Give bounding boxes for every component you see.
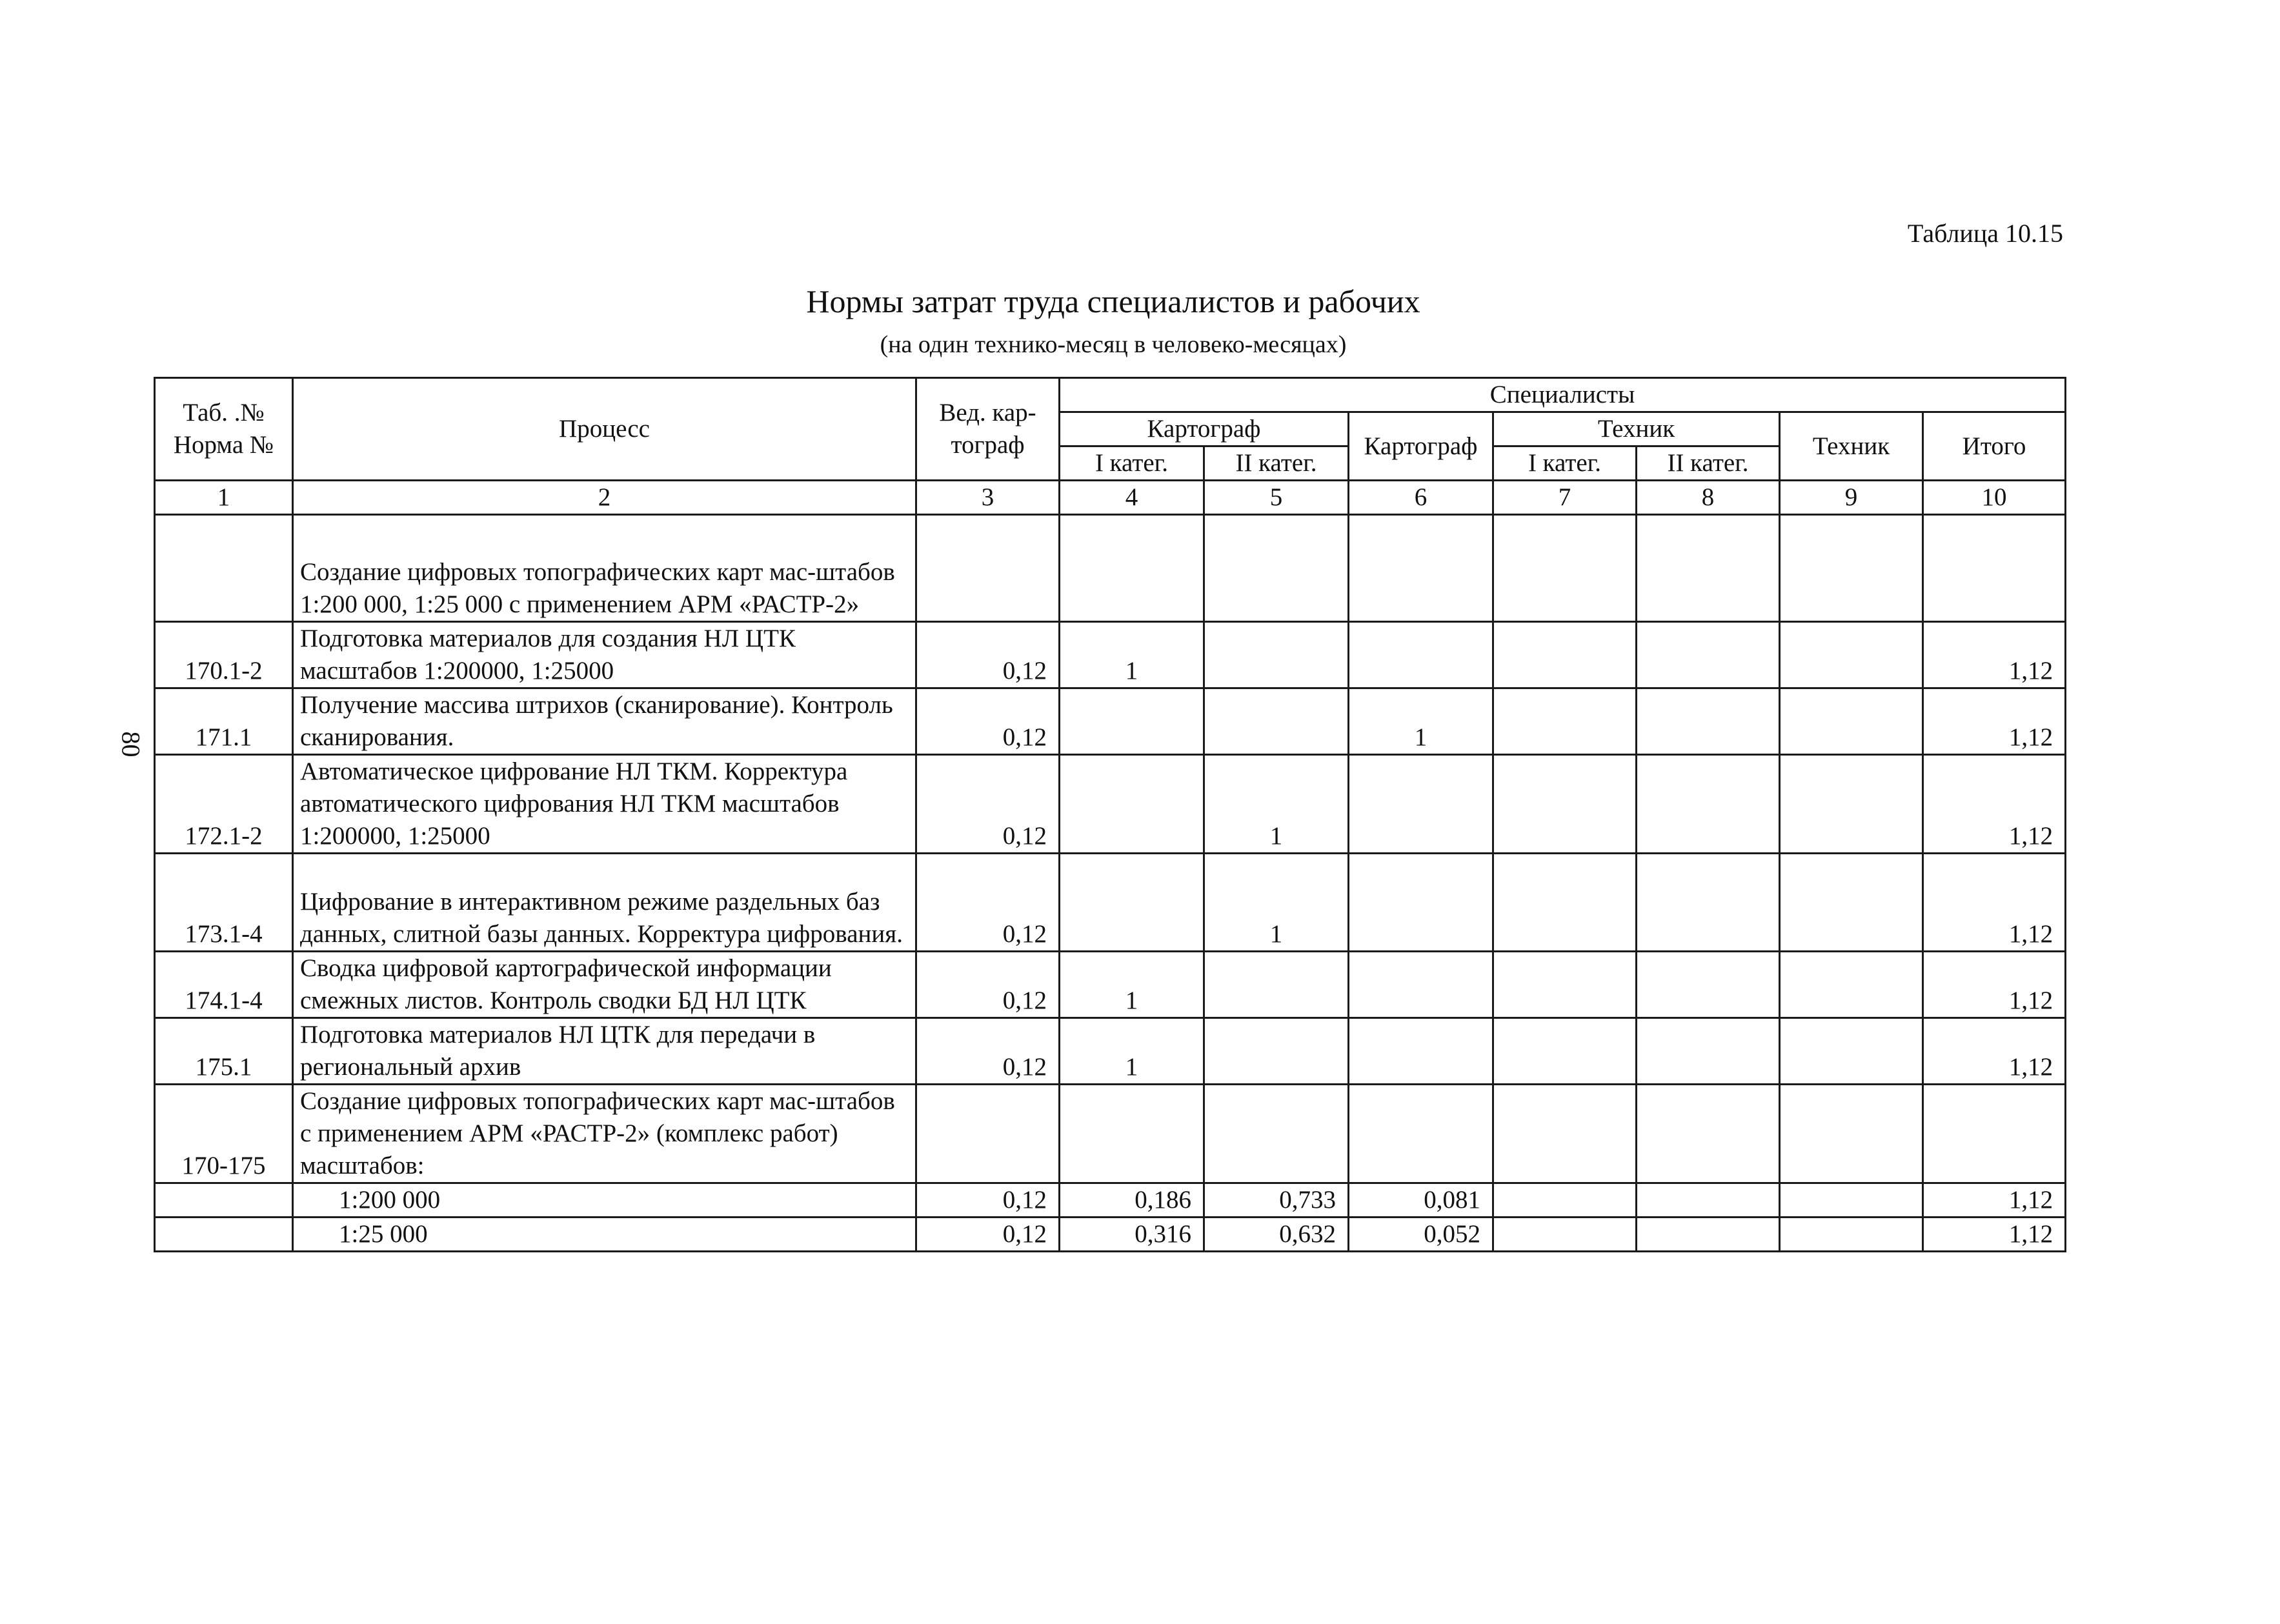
norm-cell: [155, 1183, 293, 1218]
header-specialists: Специалисты: [1060, 378, 2066, 412]
header-lead-cartographer: Вед. кар-тограф: [916, 378, 1060, 481]
header-cartographer-cat1: I катег.: [1060, 446, 1204, 481]
lead-cell: 0,12: [916, 688, 1060, 755]
tech-cat1-cell: [1493, 854, 1637, 952]
process-cell: 1:25 000: [293, 1218, 916, 1252]
tech-cat1-cell: [1493, 515, 1637, 622]
column-number: 6: [1349, 481, 1493, 515]
cart-cat1-cell: [1060, 755, 1204, 854]
cartographer-cell: 0,081: [1349, 1183, 1493, 1218]
table-row: [155, 622, 2066, 688]
column-number-row: [155, 481, 2066, 515]
table-row: [155, 854, 2066, 952]
process-cell: Сводка цифровой картографической информации смежных листов. Контроль сводки БД НЛ ЦТК: [293, 952, 916, 1018]
table-row: [155, 1183, 2066, 1218]
process-cell: Подготовка материалов НЛ ЦТК для передачи в региональный архив: [293, 1018, 916, 1085]
technician-cell: [1780, 854, 1923, 952]
header-technician-cat2: II катег.: [1637, 446, 1780, 481]
process-cell: Создание цифровых топографических карт мас-штабов 1:200 000, 1:25 000 с применением АРМ «РАСТР-2»: [293, 515, 916, 622]
header-cartographer-cat2: II катег.: [1204, 446, 1349, 481]
total-cell: 1,12: [1923, 755, 2066, 854]
tech-cat2-cell: [1637, 1018, 1780, 1085]
tech-cat1-cell: [1493, 1218, 1637, 1252]
process-cell: Цифрование в интерактивном режиме раздельных баз данных, слитной базы данных. Корректура цифрования.: [293, 854, 916, 952]
technician-cell: [1780, 1183, 1923, 1218]
lead-cell: 0,12: [916, 952, 1060, 1018]
tech-cat2-cell: [1637, 1218, 1780, 1252]
tech-cat2-cell: [1637, 952, 1780, 1018]
cart-cat2-cell: [1204, 688, 1349, 755]
total-cell: [1923, 1085, 2066, 1183]
cart-cat2-cell: [1204, 622, 1349, 688]
norms-table: [154, 377, 2066, 1252]
document-title: Нормы затрат труда специалистов и рабочих: [806, 283, 1420, 319]
table-row: [155, 1085, 2066, 1183]
tech-cat2-cell: [1637, 755, 1780, 854]
lead-cell: [916, 1085, 1060, 1183]
cart-cat2-cell: [1204, 1018, 1349, 1085]
header-cartographer: Картограф: [1349, 412, 1493, 481]
process-cell: 1:200 000: [293, 1183, 916, 1218]
column-number: 7: [1493, 481, 1637, 515]
technician-cell: [1780, 688, 1923, 755]
tech-cat1-cell: [1493, 1085, 1637, 1183]
technician-cell: [1780, 952, 1923, 1018]
cart-cat1-cell: 0,186: [1060, 1183, 1204, 1218]
process-cell: Создание цифровых топографических карт мас-штабов с применением АРМ «РАСТР-2» (комплекс работ) масштабов:: [293, 1085, 916, 1183]
cartographer-cell: [1349, 1085, 1493, 1183]
lead-cell: 0,12: [916, 755, 1060, 854]
cart-cat1-cell: [1060, 1085, 1204, 1183]
table-row: [155, 952, 2066, 1018]
norm-cell: 170-175: [155, 1085, 293, 1183]
total-cell: 1,12: [1923, 688, 2066, 755]
column-number: 5: [1204, 481, 1349, 515]
lead-cell: 0,12: [916, 1183, 1060, 1218]
technician-cell: [1780, 515, 1923, 622]
norm-cell: 171.1: [155, 688, 293, 755]
cart-cat1-cell: [1060, 515, 1204, 622]
norm-cell: 173.1-4: [155, 854, 293, 952]
cart-cat2-cell: 1: [1204, 755, 1349, 854]
technician-cell: [1780, 1018, 1923, 1085]
tech-cat1-cell: [1493, 952, 1637, 1018]
column-number: 2: [293, 481, 916, 515]
total-cell: 1,12: [1923, 1018, 2066, 1085]
tech-cat2-cell: [1637, 1183, 1780, 1218]
tech-cat2-cell: [1637, 515, 1780, 622]
cartographer-cell: 1: [1349, 688, 1493, 755]
norm-cell: 175.1: [155, 1018, 293, 1085]
tech-cat1-cell: [1493, 688, 1637, 755]
cartographer-cell: [1349, 1018, 1493, 1085]
cart-cat1-cell: [1060, 854, 1204, 952]
column-number: 3: [916, 481, 1060, 515]
technician-cell: [1780, 1085, 1923, 1183]
cart-cat1-cell: 1: [1060, 1018, 1204, 1085]
total-cell: [1923, 515, 2066, 622]
total-cell: 1,12: [1923, 1218, 2066, 1252]
table-row: [155, 755, 2066, 854]
cartographer-cell: [1349, 755, 1493, 854]
table-row: [155, 688, 2066, 755]
technician-cell: [1780, 755, 1923, 854]
total-cell: 1,12: [1923, 622, 2066, 688]
cart-cat1-cell: 1: [1060, 622, 1204, 688]
document-subtitle: (на один технико-месяц в человеко-месяцах): [880, 331, 1347, 358]
header-process: Процесс: [293, 378, 916, 481]
table-row: [155, 1218, 2066, 1252]
column-number: 9: [1780, 481, 1923, 515]
cartographer-cell: [1349, 854, 1493, 952]
header-norm: Таб. .№ Норма №: [155, 378, 293, 481]
tech-cat2-cell: [1637, 622, 1780, 688]
header-technician: Техник: [1780, 412, 1923, 481]
technician-cell: [1780, 1218, 1923, 1252]
tech-cat1-cell: [1493, 622, 1637, 688]
process-cell: Получение массива штрихов (сканирование). Контроль сканирования.: [293, 688, 916, 755]
column-number: 4: [1060, 481, 1204, 515]
tech-cat1-cell: [1493, 1018, 1637, 1085]
cart-cat2-cell: 0,733: [1204, 1183, 1349, 1218]
tech-cat2-cell: [1637, 688, 1780, 755]
tech-cat2-cell: [1637, 854, 1780, 952]
technician-cell: [1780, 622, 1923, 688]
column-number: 10: [1923, 481, 2066, 515]
cart-cat1-cell: 1: [1060, 952, 1204, 1018]
cart-cat2-cell: 0,632: [1204, 1218, 1349, 1252]
cart-cat1-cell: [1060, 688, 1204, 755]
page-number: 80: [116, 731, 146, 757]
process-cell: Автоматическое цифрование НЛ ТКМ. Корректура автоматического цифрования НЛ ТКМ масштабов 1:200000, 1:25000: [293, 755, 916, 854]
cartographer-cell: [1349, 515, 1493, 622]
table-row: [155, 515, 2066, 622]
cartographer-cell: [1349, 952, 1493, 1018]
norm-cell: [155, 515, 293, 622]
cart-cat1-cell: 0,316: [1060, 1218, 1204, 1252]
norm-cell: 174.1-4: [155, 952, 293, 1018]
lead-cell: 0,12: [916, 1218, 1060, 1252]
lead-cell: 0,12: [916, 1018, 1060, 1085]
lead-cell: [916, 515, 1060, 622]
norm-cell: [155, 1218, 293, 1252]
process-cell: Подготовка материалов для создания НЛ ЦТК масштабов 1:200000, 1:25000: [293, 622, 916, 688]
header-total: Итого: [1923, 412, 2066, 481]
tech-cat2-cell: [1637, 1085, 1780, 1183]
header-technician-group: Техник: [1493, 412, 1780, 446]
total-cell: 1,12: [1923, 854, 2066, 952]
total-cell: 1,12: [1923, 1183, 2066, 1218]
cartographer-cell: 0,052: [1349, 1218, 1493, 1252]
lead-cell: 0,12: [916, 622, 1060, 688]
lead-cell: 0,12: [916, 854, 1060, 952]
cart-cat2-cell: [1204, 952, 1349, 1018]
total-cell: 1,12: [1923, 952, 2066, 1018]
column-number: 1: [155, 481, 293, 515]
table-row: [155, 1018, 2066, 1085]
header-technician-cat1: I катег.: [1493, 446, 1637, 481]
cart-cat2-cell: [1204, 1085, 1349, 1183]
tech-cat1-cell: [1493, 1183, 1637, 1218]
column-number: 8: [1637, 481, 1780, 515]
cart-cat2-cell: [1204, 515, 1349, 622]
header-cartographer-group: Картограф: [1060, 412, 1349, 446]
norm-cell: 170.1-2: [155, 622, 293, 688]
cartographer-cell: [1349, 622, 1493, 688]
tech-cat1-cell: [1493, 755, 1637, 854]
cart-cat2-cell: 1: [1204, 854, 1349, 952]
table-label: Таблица 10.15: [1907, 219, 2063, 248]
norm-cell: 172.1-2: [155, 755, 293, 854]
